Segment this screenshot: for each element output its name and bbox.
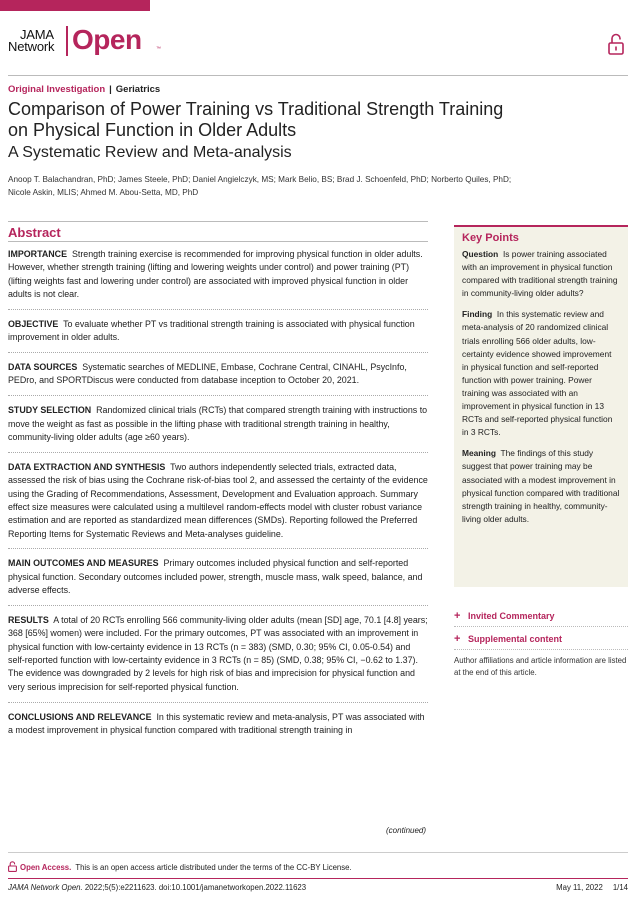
footer-date-page — [556, 883, 628, 892]
plus-icon: + — [454, 633, 461, 645]
section-label: CONCLUSIONS AND RELEVANCE — [8, 711, 152, 722]
footer-page-number: 1/14 — [612, 883, 628, 892]
plus-icon: + — [454, 610, 461, 622]
title-line-2: on Physical Function in Older Adults — [8, 120, 297, 140]
abstract-heading-rule — [8, 241, 428, 242]
key-point-finding — [462, 308, 620, 439]
affiliations-note: Author affiliations and article information are listed at the end of this article. — [454, 656, 627, 677]
section-label: IMPORTANCE — [8, 249, 67, 259]
section-text: Systematic searches of MEDLINE, Embase, Cochrane Central, CINAHL, PsycInfo, PEDro, and SPORTDiscus were conducted from database inception to October 20, 2021. — [8, 362, 407, 386]
key-point-text: In this systematic review and meta-analysis of 20 randomized clinical trials enrolling 566 older adults, low-certainty evidence showed improvement in physical function and self-reported function with power training. Power training was associated with an improvement in physical function in 13 RCTs and self-reported physical function in 3 RCTs. — [462, 309, 613, 438]
link-divider — [454, 626, 628, 627]
footer-date: May 11, 2022 — [556, 883, 603, 892]
logo-line-network: Network — [8, 39, 55, 54]
section-text: Primary outcomes included physical function and self-reported physical function. Secondary outcomes included power, strength, muscle mass, walk speed, balance, and adverse effects. — [8, 558, 423, 596]
section-label: STUDY SELECTION — [8, 405, 92, 416]
section-divider — [8, 605, 428, 606]
section-text: Two authors independently selected trials, extracted data, assessed the risk of bias using the Cochrane risk-of-bias tool 2, and assessed the certainty of the evidence using the Grading of Recommendations, Assessment, Development and Evaluation approach. Summary effect size measures were calculated using a multilevel random-effects model with cluster robust variance estimation and are reported as standardized mean differences (SMDs). Reporting followed the Preferred Reporting Items for Systematic Reviews and Meta-analyses guideline. — [8, 462, 428, 539]
abstract-section-study-selection — [8, 404, 428, 444]
article-kicker — [8, 84, 160, 95]
section-text: Strength training exercise is recommended for improving physical function in older adults. However, whether strength training (lifting and lowering weights under control) and power training (PT) (lifting weights fast and lowering under control) are associated with improved physical function in older adults is not clear. — [8, 249, 423, 299]
open-access-rule — [8, 852, 628, 853]
abstract-section-main-outcomes — [8, 557, 428, 597]
section-text: In this systematic review and meta-analysis, PT was associated with a modest improvement in physical function compared with traditional strength training in — [8, 711, 425, 735]
section-divider — [8, 702, 428, 703]
key-point-question — [462, 248, 620, 300]
authors-line-1: Anoop T. Balachandran, PhD; James Steele, PhD; Daniel Angielczyk, MS; Mark Belio, BS; Brad J. Schoenfeld, PhD; Norberto Quiles, PhD; — [8, 175, 512, 184]
section-divider — [8, 352, 428, 353]
section-text: To evaluate whether PT vs traditional strength training is associated with physical function improvement in older adults. — [8, 318, 415, 343]
open-access-statement — [8, 861, 352, 872]
key-point-label: Question — [462, 249, 499, 259]
key-points-heading: Key Points — [462, 232, 519, 244]
brand-top-bar — [0, 0, 150, 11]
abstract-heading: Abstract — [8, 225, 61, 240]
invited-commentary-label: Invited Commentary — [468, 611, 555, 621]
supplemental-content-label: Supplemental content — [468, 634, 563, 644]
key-point-text: The findings of this study suggest that power training may be associated with a modest improvement in physical function compared with traditional strength training in healthy, community-living older adults. — [462, 448, 620, 524]
open-access-label: Open Access. — [20, 863, 72, 872]
section-divider — [8, 452, 428, 453]
abstract-section-data-extraction — [8, 461, 428, 541]
section-label: RESULTS — [8, 615, 49, 626]
continued-note: (continued) — [386, 826, 427, 835]
key-point-label: Finding — [462, 309, 493, 320]
kicker-separator: | — [109, 84, 112, 95]
abstract-section-importance — [8, 248, 428, 301]
open-lock-icon — [608, 33, 624, 55]
abstract-top-rule — [8, 221, 428, 222]
footer-citation — [8, 883, 306, 892]
logo-line-jama: JAMA — [20, 27, 54, 42]
authors-line-2: Nicole Askin, MLIS; Ahmed M. Abou-Setta, MD, PhD — [8, 187, 199, 197]
open-access-text[interactable]: This is an open access article distributed under the terms of the CC-BY License. — [75, 863, 352, 872]
link-divider — [454, 649, 628, 650]
footer-rule — [8, 878, 628, 879]
supplemental-content-link[interactable] — [454, 633, 562, 645]
key-point-label: Meaning — [462, 448, 496, 459]
section-divider — [8, 395, 428, 396]
section-divider — [8, 548, 428, 549]
header-rule — [8, 75, 628, 76]
invited-commentary-link[interactable] — [454, 610, 555, 622]
logo-trademark: ™ — [156, 46, 161, 52]
article-type[interactable]: Original Investigation — [8, 84, 106, 95]
section-label: DATA SOURCES — [8, 362, 78, 373]
abstract-section-conclusions — [8, 711, 428, 738]
footer-doi[interactable]: 2022;5(5):e2211623. doi:10.1001/jamanetworkopen.2022.11623 — [84, 883, 307, 892]
abstract-section-results — [8, 614, 428, 694]
key-point-meaning — [462, 447, 620, 526]
section-divider — [8, 309, 428, 310]
article-section[interactable]: Geriatrics — [115, 84, 161, 95]
section-label: OBJECTIVE — [8, 318, 59, 329]
section-text: A total of 20 RCTs enrolling 566 community-living older adults (mean [SD] age, 70.1 [4.8] years; 368 [65%] women) were included. For the primary outcomes, PT was associated with an improvement in physical function with low-certainty evidence in 13 RCTs (n = 383) (SMD, 0.30; 95% CI, 0.05-0.54) and self-reported function with low-certainty evidence in 3 RCTs (n = 85) (SMD, 0.38; 95% CI, −0.62 to 1.37). The evidence was downgraded by 2 levels for high risk of bias and imprecision for physical function and very serious imprecision for self-reported physical function. — [8, 615, 428, 692]
key-point-text: Is power training associated with an improvement in physical function compared with traditional strength training in community-living older adults? — [462, 249, 618, 299]
logo-open-wordmark: Open — [72, 24, 142, 55]
article-title — [8, 99, 528, 141]
open-access-lock-icon — [8, 861, 17, 872]
section-label: DATA EXTRACTION AND SYNTHESIS — [8, 462, 166, 473]
abstract-body — [8, 248, 428, 745]
abstract-section-objective — [8, 318, 428, 345]
section-label: MAIN OUTCOMES AND MEASURES — [8, 558, 159, 569]
section-text: Randomized clinical trials (RCTs) that compared strength training with instructions to move the weight as fast as possible in the lifting phase with traditional strength training in healthy, community-living older adults (age ≥60 years). — [8, 405, 428, 443]
footer-journal: JAMA Network Open. — [8, 883, 83, 892]
author-list — [8, 174, 528, 199]
logo-divider — [66, 26, 68, 56]
abstract-section-data-sources — [8, 361, 428, 388]
title-line-1: Comparison of Power Training vs Traditional Strength Training — [8, 99, 504, 119]
article-subtitle: A Systematic Review and Meta-analysis — [8, 144, 292, 161]
key-points-box — [454, 225, 628, 587]
